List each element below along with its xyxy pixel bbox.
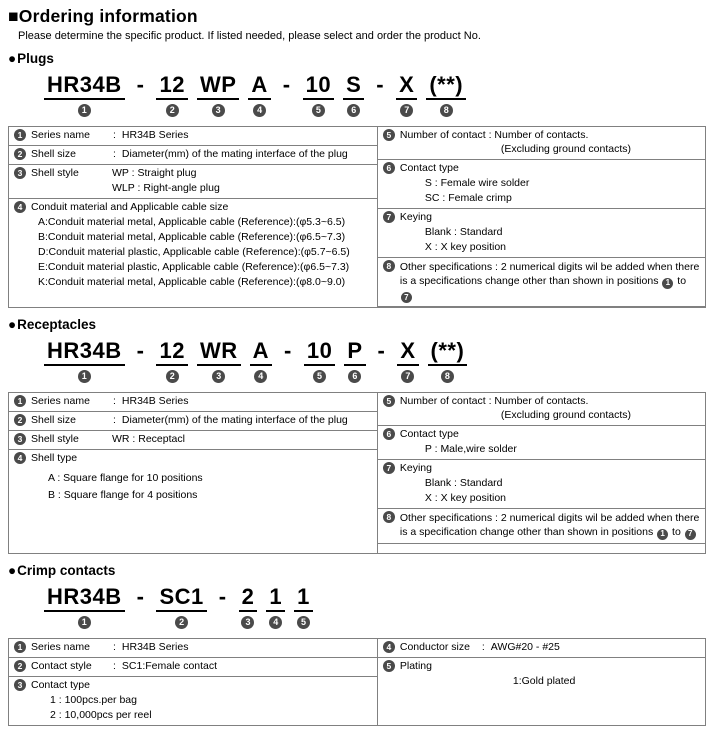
section-heading-text: Plugs <box>17 51 54 66</box>
pn-segment <box>397 339 418 383</box>
row-options <box>383 477 700 505</box>
pn-segment <box>344 339 365 383</box>
pn-code: P <box>344 339 365 366</box>
row-options <box>383 443 700 456</box>
row-separator: : <box>481 641 485 654</box>
pn-number-badge: 3 <box>212 370 225 383</box>
row-value: Number of contact : Number of contacts. <box>399 395 589 408</box>
pn-separator: - <box>218 584 227 610</box>
row-line: P : Male,wire solder <box>424 443 517 456</box>
row-label: Plating <box>399 660 432 673</box>
row-number-badge: 5 <box>383 395 395 407</box>
page-title <box>8 6 706 27</box>
row-value: SC1:Female contact <box>121 660 218 673</box>
table-row <box>378 393 705 426</box>
row-line: 1:Gold plated <box>512 675 576 688</box>
row-line: WR : Receptacl <box>112 433 185 446</box>
pn-code: SC1 <box>156 585 206 612</box>
pn-code: (**) <box>428 339 468 366</box>
table-right-column <box>378 127 705 307</box>
row-line: A:Conduit material metal, Applicable cable (Reference):(φ5.3~6.5) <box>38 216 346 229</box>
pn-number-badge: 1 <box>78 370 91 383</box>
row-value: Diameter(mm) of the mating interface of the plug <box>121 148 348 161</box>
table-row <box>378 127 705 160</box>
row-value: HR34B Series <box>121 641 189 654</box>
row-separator: : <box>113 148 116 161</box>
row-value: Number of contact : Number of contacts. <box>399 129 589 142</box>
pn-code: HR34B <box>44 585 125 612</box>
pn-dash <box>280 73 294 98</box>
row-number-badge: 1 <box>14 395 26 407</box>
pn-separator: - <box>136 584 145 610</box>
table-row <box>9 431 377 450</box>
pn-segment <box>44 339 125 383</box>
row-line: A : Square flange for 10 positions <box>48 472 203 485</box>
table-empty-cell <box>378 544 705 554</box>
pn-code: 2 <box>239 585 258 612</box>
pn-segment <box>396 73 417 117</box>
plugs-section <box>8 51 706 308</box>
row-value: AWG#20 - #25 <box>490 641 560 654</box>
pn-code: X <box>397 339 418 366</box>
row-line: WLP : Right-angle plug <box>112 182 220 195</box>
row-number-badge: 3 <box>14 433 26 445</box>
row-options <box>14 216 372 289</box>
pn-segment <box>303 73 334 117</box>
crimp-contacts-table <box>8 638 706 726</box>
pn-number-badge: 7 <box>400 104 413 117</box>
row-options <box>383 177 700 205</box>
row-line: S : Female wire solder <box>424 177 530 190</box>
pn-separator: - <box>284 338 292 364</box>
row-value <box>400 260 700 303</box>
row-label: Conductor size <box>399 641 470 654</box>
row-line: K:Conduit material metal, Applicable cable (Reference):(φ8.0~9.0) <box>38 276 346 289</box>
pn-separator: - <box>376 72 385 97</box>
other-spec-text: to <box>672 526 681 539</box>
section-heading-plugs <box>8 51 706 66</box>
table-row <box>9 658 377 677</box>
row-number-badge: 5 <box>383 129 395 141</box>
pn-segment <box>294 585 313 629</box>
pn-segment <box>239 585 258 629</box>
pn-code: HR34B <box>44 73 125 100</box>
crimp-contacts-section <box>8 563 706 726</box>
row-line: Blank : Standard <box>424 477 503 490</box>
pn-code: 10 <box>304 339 335 366</box>
part-number-receptacles <box>44 339 706 383</box>
row-number-badge: 6 <box>383 162 395 174</box>
pn-segment <box>197 73 239 117</box>
row-label: Keying <box>399 462 432 475</box>
table-row <box>9 450 377 553</box>
pn-number-badge: 6 <box>348 370 361 383</box>
table-row <box>9 127 377 146</box>
row-number-badge: 8 <box>383 260 395 272</box>
section-heading-text: Receptacles <box>17 317 96 333</box>
pn-dash <box>134 339 148 364</box>
receptacles-table <box>8 392 706 554</box>
row-value: HR34B Series <box>121 395 189 408</box>
row-options <box>383 675 700 688</box>
table-right-column <box>378 639 705 725</box>
pn-number-badge: 5 <box>297 616 310 629</box>
pn-segment <box>197 339 241 383</box>
row-line: X : X key position <box>424 241 506 254</box>
section-heading-crimp-contacts <box>8 563 706 578</box>
pn-segment <box>156 339 187 383</box>
row-label: Shell size <box>31 148 76 161</box>
table-row <box>9 677 377 725</box>
pn-number-badge: 7 <box>401 370 414 383</box>
pn-number-badge: 3 <box>212 104 225 117</box>
table-row <box>378 509 705 544</box>
pn-separator: - <box>282 72 291 97</box>
pn-segment <box>156 73 187 117</box>
pn-code: WR <box>197 339 241 366</box>
pn-separator: - <box>136 338 145 364</box>
row-line: B:Conduit material metal, Applicable cable (Reference):(φ6.5~7.3) <box>38 231 346 244</box>
pn-segment <box>248 73 270 117</box>
row-line: D:Conduit material plastic, Applicable cable (Reference):(φ5.7~6.5) <box>38 246 350 259</box>
row-label: Series name <box>31 129 90 142</box>
row-line: X : X key position <box>424 492 506 505</box>
row-number-badge: 2 <box>14 148 26 160</box>
row-options <box>14 694 372 722</box>
row-options <box>14 472 372 502</box>
row-line: (Excluding ground contacts) <box>500 409 632 422</box>
row-line: B : Square flange for 4 positions <box>48 489 198 502</box>
table-left-column <box>9 639 378 725</box>
pn-number-badge: 8 <box>440 104 453 117</box>
row-number-badge: 7 <box>383 462 395 474</box>
pn-dash <box>134 73 148 98</box>
pn-segment <box>266 585 285 629</box>
other-spec-text: to <box>677 275 687 288</box>
pn-segment <box>44 73 125 117</box>
row-number-badge: 4 <box>14 201 26 213</box>
row-line: Blank : Standard <box>424 226 503 239</box>
pn-segment <box>156 585 206 629</box>
row-separator: : <box>113 660 116 673</box>
row-label: Contact type <box>399 162 459 175</box>
pn-number-badge: 1 <box>78 104 91 117</box>
row-label: Series name <box>31 395 90 408</box>
table-row <box>9 199 377 307</box>
pn-separator: - <box>377 338 386 364</box>
pn-segment <box>428 339 468 383</box>
part-number-crimp-contacts <box>44 585 706 629</box>
pn-code: WP <box>197 73 239 100</box>
table-right-column <box>378 393 705 553</box>
pn-code: A <box>250 339 272 366</box>
table-row <box>378 639 705 658</box>
table-row <box>9 165 377 199</box>
pn-code: 1 <box>294 585 313 612</box>
table-row <box>378 160 705 209</box>
circle-bullet-icon: ● <box>8 563 17 579</box>
pn-dash <box>216 585 230 610</box>
table-row <box>9 393 377 412</box>
circle-bullet-icon: ● <box>8 51 17 66</box>
pn-dash <box>375 339 389 364</box>
pn-code: 1 <box>266 585 285 612</box>
pn-segment <box>44 585 125 629</box>
row-label: Keying <box>399 211 432 224</box>
pn-segment <box>250 339 272 383</box>
row-number-badge: 8 <box>383 511 395 523</box>
table-row <box>9 146 377 165</box>
square-bullet-icon: ■ <box>8 6 19 26</box>
row-number-badge: 3 <box>14 679 26 691</box>
ref-number-badge: 1 <box>657 529 668 540</box>
section-heading-text: Crimp contacts <box>17 563 116 579</box>
pn-code: 12 <box>156 339 187 366</box>
pn-dash <box>373 73 387 98</box>
section-heading-receptacles <box>8 317 706 332</box>
row-number-badge: 1 <box>14 129 26 141</box>
row-options <box>383 226 700 254</box>
row-options <box>112 167 220 195</box>
table-left-column <box>9 393 378 553</box>
row-label: Contact type <box>31 679 90 692</box>
receptacles-section <box>8 317 706 554</box>
other-spec-text: Other specifications : 2 numerical digits wil be added when there is a specifications change other than shown in positions <box>399 261 700 288</box>
pn-code: 10 <box>303 73 334 100</box>
row-number-badge: 4 <box>14 452 26 464</box>
row-label: Series name <box>31 641 90 654</box>
table-row <box>378 460 705 509</box>
plugs-table <box>8 126 706 308</box>
part-number-plugs <box>44 73 706 117</box>
pn-segment <box>426 73 466 117</box>
row-label: Contact type <box>399 428 459 441</box>
ref-number-badge: 7 <box>685 529 696 540</box>
pn-number-badge: 3 <box>241 616 254 629</box>
pn-segment <box>343 73 364 117</box>
row-label: Shell style <box>31 167 79 180</box>
pn-code: HR34B <box>44 339 125 366</box>
pn-code: (**) <box>426 73 466 100</box>
row-label: Shell style <box>31 433 79 446</box>
pn-number-badge: 2 <box>166 104 179 117</box>
row-line: WP : Straight plug <box>112 167 197 180</box>
ref-number-badge: 7 <box>401 292 412 303</box>
pn-number-badge: 2 <box>175 616 188 629</box>
row-label: Conduit material and Applicable cable size <box>31 201 229 214</box>
row-label: Shell type <box>31 452 78 465</box>
table-row <box>378 209 705 258</box>
circle-bullet-icon: ● <box>8 317 17 333</box>
row-line: 2 : 10,000pcs per reel <box>50 709 152 722</box>
pn-number-badge: 5 <box>312 104 325 117</box>
row-number-badge: 6 <box>383 428 395 440</box>
row-line: SC : Female crimp <box>424 192 512 205</box>
row-separator: : <box>113 395 116 408</box>
row-value: Diameter(mm) of the mating interface of the plug <box>121 414 348 427</box>
pn-dash <box>281 339 295 364</box>
pn-code: 12 <box>156 73 187 100</box>
pn-code: S <box>343 73 364 100</box>
row-number-badge: 7 <box>383 211 395 223</box>
row-number-badge: 4 <box>383 641 395 653</box>
row-options <box>112 433 185 446</box>
row-number-badge: 2 <box>14 660 26 672</box>
pn-number-badge: 4 <box>269 616 282 629</box>
row-number-badge: 3 <box>14 167 26 179</box>
pn-code: A <box>248 73 270 100</box>
row-separator: : <box>113 641 116 654</box>
ref-number-badge: 1 <box>662 278 673 289</box>
row-line: (Excluding ground contacts) <box>500 143 632 156</box>
row-number-badge: 2 <box>14 414 26 426</box>
row-line: E:Conduit material plastic, Applicable cable (Reference):(φ6.5~7.3) <box>38 261 350 274</box>
table-row <box>378 258 705 307</box>
table-row <box>9 412 377 431</box>
pn-number-badge: 8 <box>441 370 454 383</box>
table-row <box>378 658 705 725</box>
other-spec-text: Other specifications : 2 numerical digits wil be added when there is a specification change other than shown in positions <box>399 512 700 539</box>
pn-segment <box>304 339 335 383</box>
table-row <box>378 426 705 460</box>
pn-code: X <box>396 73 417 100</box>
row-value <box>400 511 700 540</box>
pn-number-badge: 4 <box>254 370 267 383</box>
pn-number-badge: 5 <box>313 370 326 383</box>
table-left-column <box>9 127 378 307</box>
row-value: HR34B Series <box>121 129 189 142</box>
pn-number-badge: 6 <box>347 104 360 117</box>
row-number-badge: 1 <box>14 641 26 653</box>
pn-dash <box>134 585 148 610</box>
pn-number-badge: 4 <box>253 104 266 117</box>
row-label: Contact style <box>31 660 92 673</box>
pn-number-badge: 1 <box>78 616 91 629</box>
table-row <box>9 639 377 658</box>
row-label: Shell size <box>31 414 76 427</box>
pn-number-badge: 2 <box>166 370 179 383</box>
page-subtitle: Please determine the specific product. If listed needed, please select and order the product No. <box>18 30 481 42</box>
row-line: 1 : 100pcs.per bag <box>50 694 137 707</box>
row-separator: : <box>113 414 116 427</box>
pn-separator: - <box>136 72 145 97</box>
page-title-text: Ordering information <box>18 6 198 26</box>
row-separator: : <box>113 129 116 142</box>
row-number-badge: 5 <box>383 660 395 672</box>
